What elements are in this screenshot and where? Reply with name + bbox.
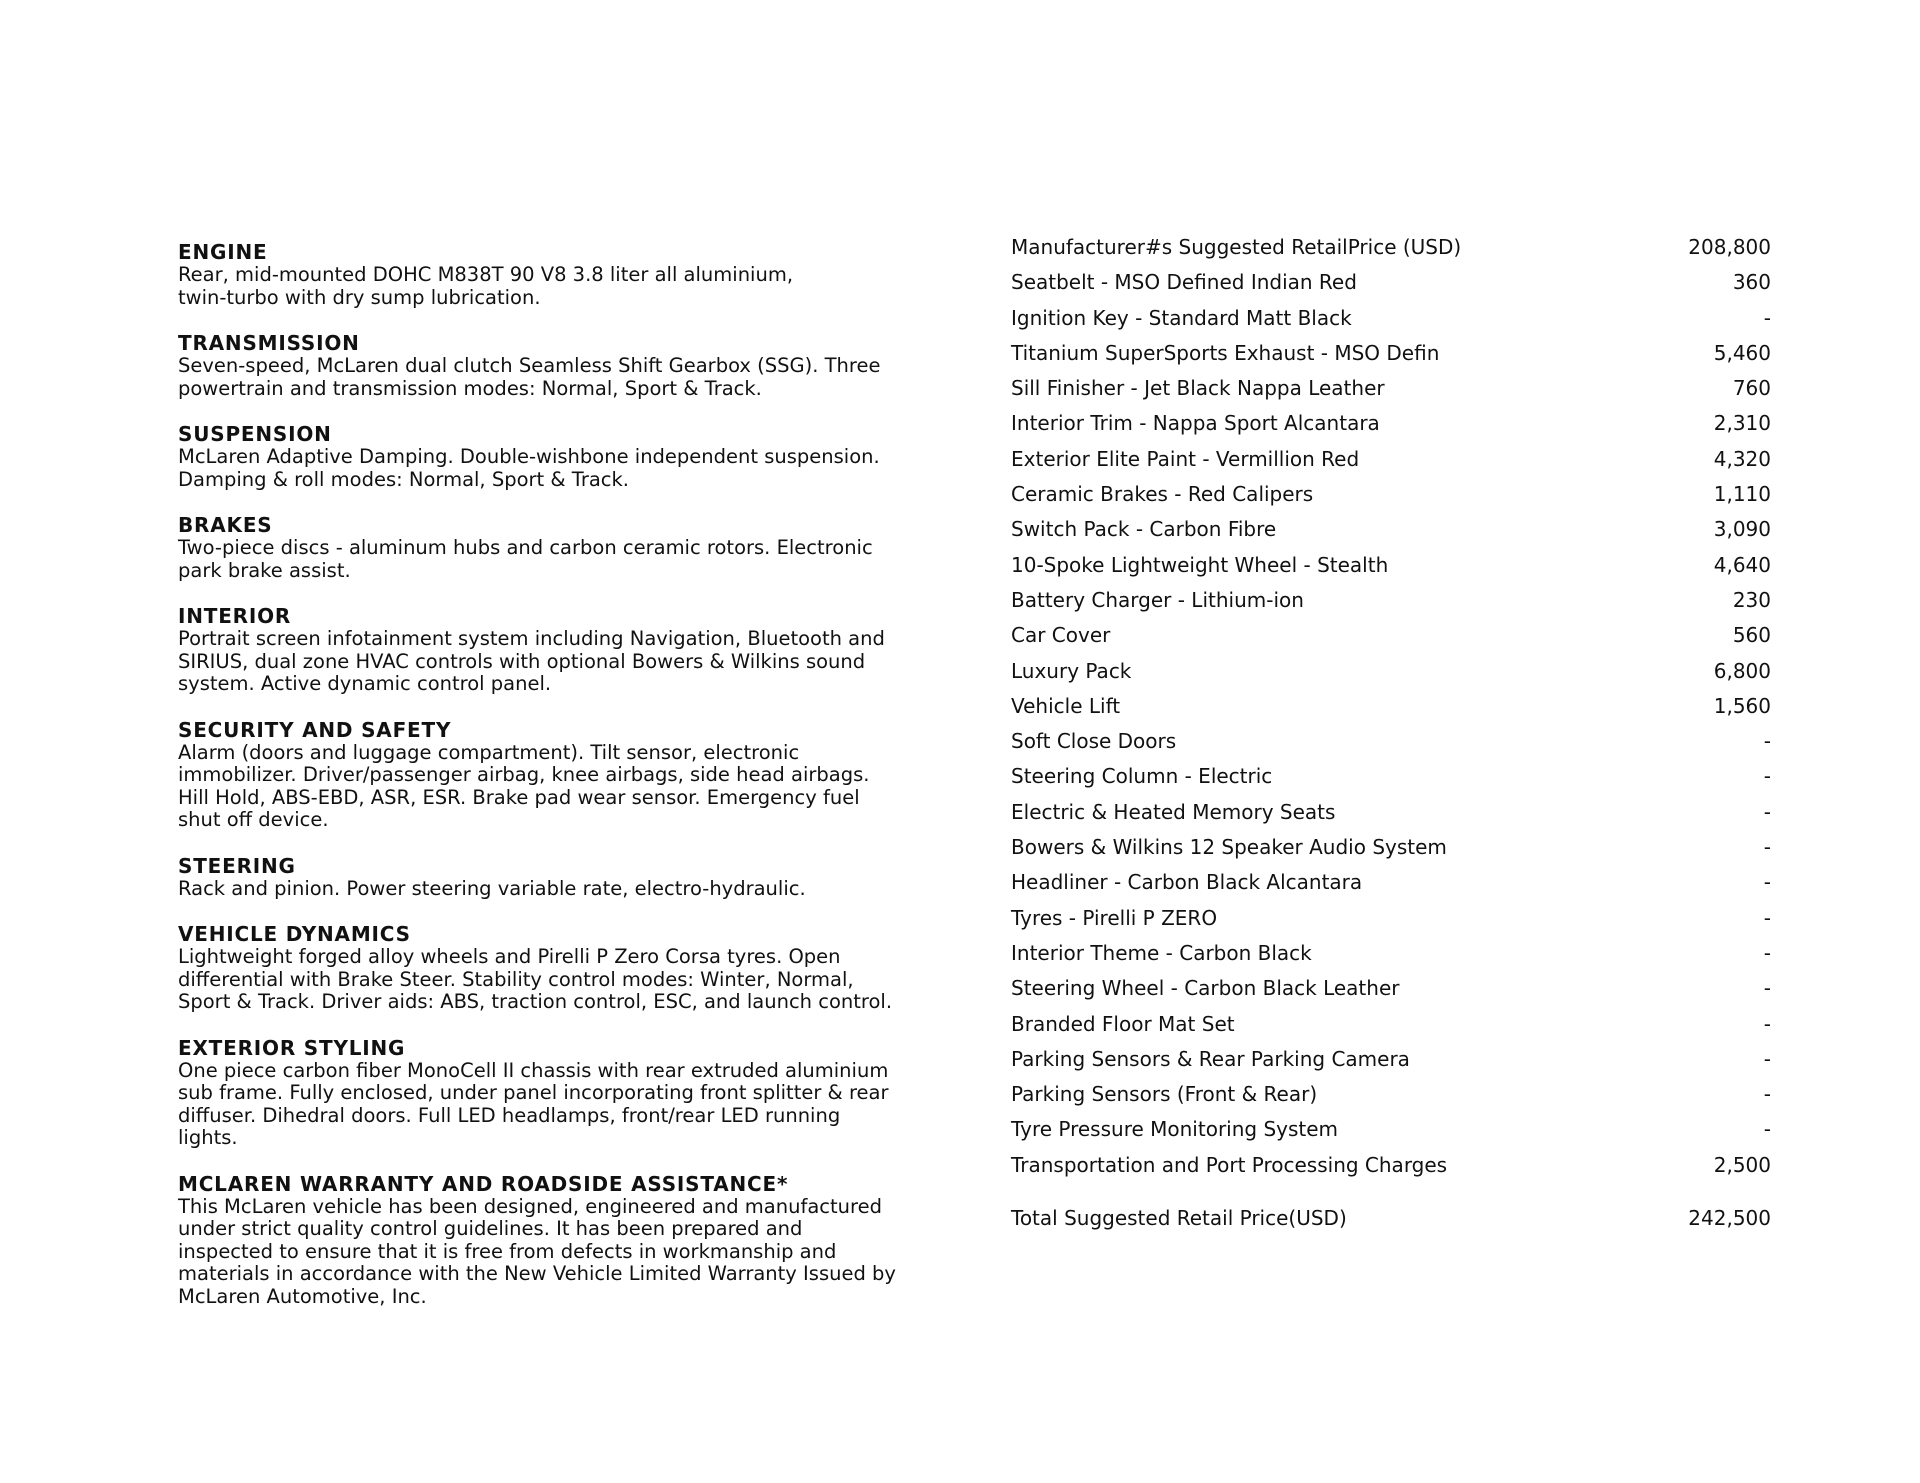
spec-description: Portrait screen infotainment system including Navigation, Bluetooth and SIRIUS, dual zone HVAC controls with optional Bowers & Wilkins sound system. Active dynamic control panel. [178,627,885,695]
price-value: - [1763,729,1771,754]
price-label: Bowers & Wilkins 12 Speaker Audio System [1011,835,1447,860]
total-price-value: 242,500 [1688,1206,1771,1231]
price-value: 208,800 [1688,235,1771,259]
price-label: Electric & Heated Memory Seats [1011,799,1336,824]
price-row [1011,338,1771,373]
price-row [1011,656,1771,691]
spec-section-vehicle-dynamics [178,923,938,1014]
price-value: - [1763,835,1771,860]
price-label: Exterior Elite Paint - Vermillion Red [1011,446,1360,471]
total-price-label: Total Suggested Retail Price(USD) [1011,1206,1347,1231]
price-value: 3,090 [1713,517,1771,542]
price-value: - [1763,1011,1771,1036]
price-row [1011,408,1771,443]
price-value: 1,560 [1713,693,1771,718]
spec-section-security-and-safety [178,719,938,832]
price-value: - [1763,870,1771,895]
price-label: Manufacturer#s Suggested RetailPrice (USD) [1011,235,1462,259]
price-value: 360 [1732,270,1771,295]
price-label: Soft Close Doors [1011,729,1177,754]
spec-section-brakes [178,514,938,582]
spec-description: One piece carbon fiber MonoCell II chassis with rear extruded aluminium sub frame. Fully enclosed, under panel incorporating front splitter & rear diffuser. Dihedral doors. Full LED headlamps, front/rear LED running lights. [178,1058,889,1149]
price-value: - [1763,1082,1771,1107]
spec-description: Lightweight forged alloy wheels and Pirelli P Zero Corsa tyres. Open differential with Brake Steer. Stability control modes: Winter, Normal, Sport & Track. Driver aids: ABS, traction control, ESC, and launch control. [178,945,893,1013]
price-row [1011,867,1771,902]
price-row [1011,1079,1771,1114]
spec-heading: BRAKES [178,513,273,537]
price-row [1011,832,1771,867]
spec-description: Seven-speed, McLaren dual clutch Seamless Shift Gearbox (SSG). Three powertrain and transmission modes: Normal, Sport & Track. [178,354,881,400]
spec-section-exterior-styling [178,1037,938,1150]
price-value: 6,800 [1713,658,1771,683]
total-price-row [1011,1203,1771,1238]
price-label: Headliner - Carbon Black Alcantara [1011,870,1363,895]
price-row [1011,973,1771,1008]
spec-heading: TRANSMISSION [178,331,360,355]
specifications-column [178,241,938,1331]
spec-heading: MCLAREN WARRANTY AND ROADSIDE ASSISTANCE* [178,1171,789,1196]
price-row [1011,903,1771,938]
spec-section-suspension [178,423,938,491]
price-value: - [1763,764,1771,789]
price-row-base-msrp [1011,232,1771,267]
spec-heading: STEERING [178,853,296,878]
spec-section-engine [178,241,938,309]
price-value: 760 [1732,376,1771,401]
spec-section-steering [178,855,938,901]
price-label: Branded Floor Mat Set [1011,1011,1235,1036]
price-value: - [1763,799,1771,824]
price-label: Ignition Key - Standard Matt Black [1011,305,1352,330]
spec-heading: ENGINE [178,240,268,264]
price-row [1011,620,1771,655]
spec-section-transmission [178,332,938,400]
price-row [1011,303,1771,338]
price-row [1011,479,1771,514]
spec-section-warranty [178,1173,938,1309]
price-row [1011,691,1771,726]
price-label: Vehicle Lift [1011,693,1121,718]
price-label: Transportation and Port Processing Charges [1011,1152,1448,1177]
price-row [1011,1114,1771,1149]
price-value: 2,310 [1713,411,1771,436]
price-row [1011,514,1771,549]
spec-heading: VEHICLE DYNAMICS [178,922,411,946]
price-row [1011,267,1771,302]
spec-description: Rear, mid-mounted DOHC M838T 90 V8 3.8 liter all aluminium, twin-turbo with dry sump lubrication. [178,263,794,309]
price-value: - [1763,940,1771,965]
price-label: Interior Trim - Nappa Sport Alcantara [1011,411,1380,436]
price-label: Tyres - Pirelli P ZERO [1011,905,1218,930]
spec-description: This McLaren vehicle has been designed, engineered and manufactured under strict quality control guidelines. It has been prepared and inspected to ensure that it is free from defects in workmanship and materials in accordance with the New Vehicle Limited Warranty Issued by McLaren Automotive, Inc. [178,1194,896,1308]
price-row [1011,585,1771,620]
spec-description: McLaren Adaptive Damping. Double-wishbone independent suspension. Damping & roll modes: Normal, Sport & Track. [178,445,880,491]
price-row [1011,550,1771,585]
price-label: Interior Theme - Carbon Black [1011,940,1312,965]
price-value: - [1763,1117,1771,1142]
spec-heading: SECURITY AND SAFETY [178,717,452,742]
price-value: 230 [1732,587,1771,612]
price-value: - [1763,1046,1771,1071]
price-row-transportation [1011,1150,1771,1185]
price-label: Steering Wheel - Carbon Black Leather [1011,976,1400,1001]
price-value: - [1763,976,1771,1001]
spec-description: Two-piece discs - aluminum hubs and carbon ceramic rotors. Electronic park brake assist. [178,536,873,582]
price-label: Luxury Pack [1011,658,1132,683]
price-value: 5,460 [1713,340,1771,365]
spec-description: Rack and pinion. Power steering variable rate, electro-hydraulic. [178,876,806,900]
price-row [1011,938,1771,973]
price-label: Battery Charger - Lithium-ion [1011,587,1304,612]
price-row [1011,761,1771,796]
price-label: 10-Spoke Lightweight Wheel - Stealth [1011,552,1389,577]
price-label: Parking Sensors & Rear Parking Camera [1011,1046,1410,1071]
price-value: - [1763,305,1771,330]
price-label: Car Cover [1011,623,1111,648]
price-label: Steering Column - Electric [1011,764,1273,789]
spec-description: Alarm (doors and luggage compartment). Tilt sensor, electronic immobilizer. Driver/passenger airbag, knee airbags, side head airbags. Hill Hold, ABS-EBD, ASR, ESR. Brake pad wear sensor. Emergency fuel shut off device. [178,740,870,831]
price-row [1011,444,1771,479]
price-value: 4,640 [1713,552,1771,577]
price-value: - [1763,905,1771,930]
spec-heading: SUSPENSION [178,422,332,446]
price-value: 2,500 [1713,1152,1771,1177]
price-label: Sill Finisher - Jet Black Nappa Leather [1011,376,1385,401]
price-row [1011,1009,1771,1044]
price-row [1011,1044,1771,1079]
price-row [1011,373,1771,408]
spec-heading: EXTERIOR STYLING [178,1035,406,1060]
price-label: Tyre Pressure Monitoring System [1011,1117,1339,1142]
spec-heading: INTERIOR [178,604,292,628]
price-label: Parking Sensors (Front & Rear) [1011,1082,1318,1107]
price-label: Switch Pack - Carbon Fibre [1011,517,1277,542]
price-row [1011,726,1771,761]
spec-section-interior [178,605,938,696]
price-row [1011,797,1771,832]
price-value: 1,110 [1713,482,1771,507]
price-label: Ceramic Brakes - Red Calipers [1011,482,1314,507]
price-label: Seatbelt - MSO Defined Indian Red [1011,270,1357,295]
price-label: Titanium SuperSports Exhaust - MSO Defin [1011,340,1440,365]
price-value: 4,320 [1713,446,1771,471]
price-value: 560 [1732,623,1771,648]
price-list [1011,232,1771,1238]
